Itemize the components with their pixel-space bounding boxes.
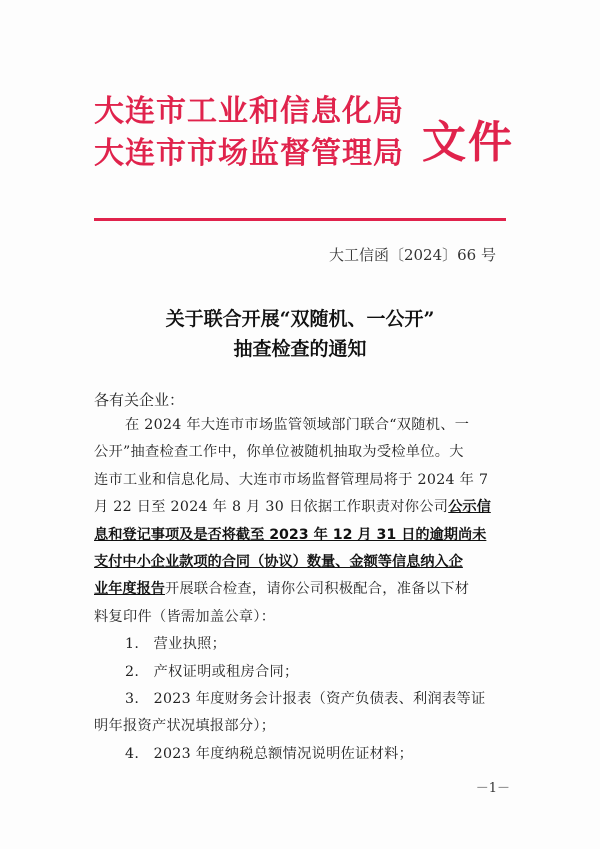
body-text: 月 22 日至 2024 年 8 月 30 日依据工作职责对你公司 (94, 499, 449, 516)
highlighted-text: 公示信 (448, 499, 491, 516)
body-line (94, 576, 506, 603)
document-body (94, 412, 506, 768)
highlighted-text: 业年度报告 (94, 581, 165, 598)
list-item: 1. 营业执照； (125, 636, 227, 653)
page-number: －1－ (475, 781, 510, 796)
document-number: 大工信函〔2024〕66 号 (328, 246, 496, 264)
highlighted-body-line: 息和登记事项及是否将截至 2023 年 12 月 31 日的逾期尚未 (94, 526, 487, 543)
issuer-name-industry-bureau: 大连市工业和信息化局 (94, 94, 404, 129)
header-divider (94, 218, 506, 221)
body-line: 公开”抽查检查工作中，你单位被随机抽取为受检单位。大 (94, 444, 464, 461)
body-text: 开展联合检查，请你公司积极配合，准备以下材 (164, 581, 470, 598)
list-item: 4. 2023 年度纳税总额情况说明佐证材料； (125, 745, 414, 762)
document-title-line-2: 抽查检查的通知 (233, 338, 367, 360)
issuer-header (94, 86, 514, 176)
issuer-name-market-bureau: 大连市市场监督管理局 (94, 136, 404, 171)
list-item-continuation: 明年报资产状况填报部分）； (94, 718, 276, 735)
document-title-line-1: 关于联合开展“双随机、一公开” (165, 308, 435, 330)
salutation: 各有关企业： (94, 391, 185, 409)
document-type-label: 文件 (422, 117, 514, 168)
body-line: 在 2024 年大连市市场监管领域部门联合“双随机、一 (125, 417, 470, 433)
highlighted-body-line: 支付中小企业款项的合同（协议）数量、金额等信息纳入企 (94, 553, 463, 570)
body-line (94, 494, 506, 521)
list-item: 2. 产权证明或租房合同； (125, 663, 299, 680)
list-item: 3. 2023 年度财务会计报表（资产负债表、利润表等证 (125, 690, 486, 707)
body-line: 料复印件（皆需加盖公章）： (94, 608, 276, 625)
body-line: 连市工业和信息化局、大连市市场监督管理局将于 2024 年 7 (94, 471, 489, 488)
